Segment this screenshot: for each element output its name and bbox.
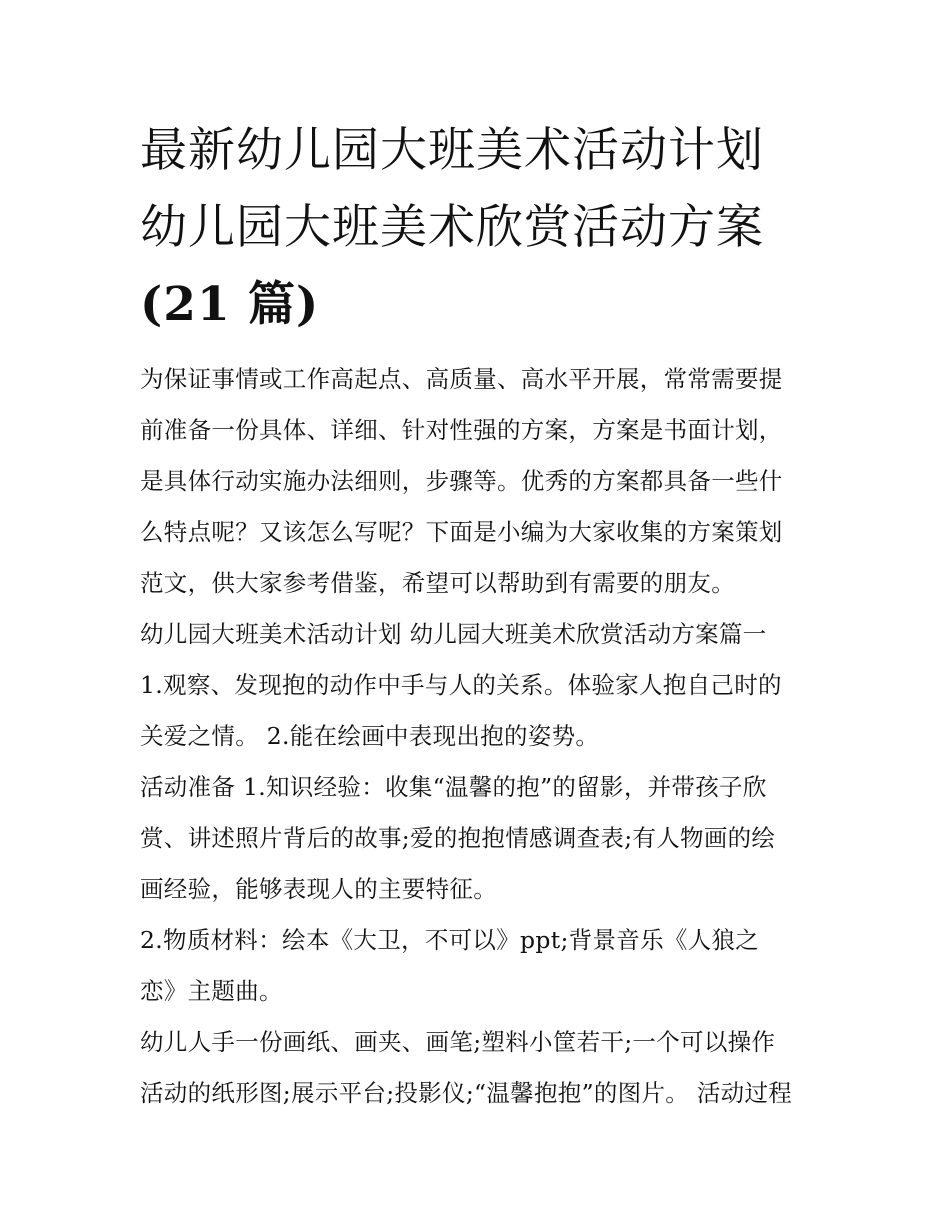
- body-line: 前准备一份具体、详细、针对性强的方案，方案是书面计划，: [140, 416, 783, 444]
- title-line-2: 幼儿园大班美术欣赏活动方案: [140, 200, 764, 255]
- document-title: [140, 112, 830, 343]
- body-line: 2.物质材料：绘本《大卫，不可以》ppt;背景音乐《人狼之: [140, 926, 760, 954]
- body-line: 活动的纸形图;展示平台;投影仪;“温馨抱抱”的图片。 活动过程: [140, 1079, 793, 1107]
- body-line: 恋》主题曲。: [140, 977, 283, 1005]
- body-line: 是具体行动实施办法细则，步骤等。优秀的方案都具备一些什: [140, 467, 783, 495]
- body-line: 么特点呢？又该怎么写呢？下面是小编为大家收集的方案策划: [140, 518, 783, 546]
- document-body: [140, 354, 820, 1119]
- body-line: 幼儿人手一份画纸、画夹、画笔;塑料小筐若干;一个可以操作: [140, 1028, 776, 1056]
- body-line: 范文，供大家参考借鉴，希望可以帮助到有需要的朋友。: [140, 569, 735, 597]
- body-line: 活动准备 1.知识经验：收集“温馨的抱”的留影，并带孩子欣: [140, 773, 767, 801]
- title-line-3: (21 篇): [140, 277, 320, 332]
- body-line: 关爱之情。 2.能在绘画中表现出抱的姿势。: [140, 722, 600, 750]
- section-heading: 幼儿园大班美术活动计划 幼儿园大班美术欣赏活动方案篇一: [140, 620, 767, 648]
- body-line: 画经验，能够表现人的主要特征。: [140, 875, 497, 903]
- body-line: 为保证事情或工作高起点、高质量、高水平开展，常常需要提: [140, 365, 783, 393]
- body-line: 赏、讲述照片背后的故事;爱的抱抱情感调查表;有人物画的绘: [140, 824, 776, 852]
- title-line-1: 最新幼儿园大班美术活动计划: [140, 123, 764, 178]
- body-line: 1.观察、发现抱的动作中手与人的关系。体验家人抱自己时的: [140, 671, 782, 699]
